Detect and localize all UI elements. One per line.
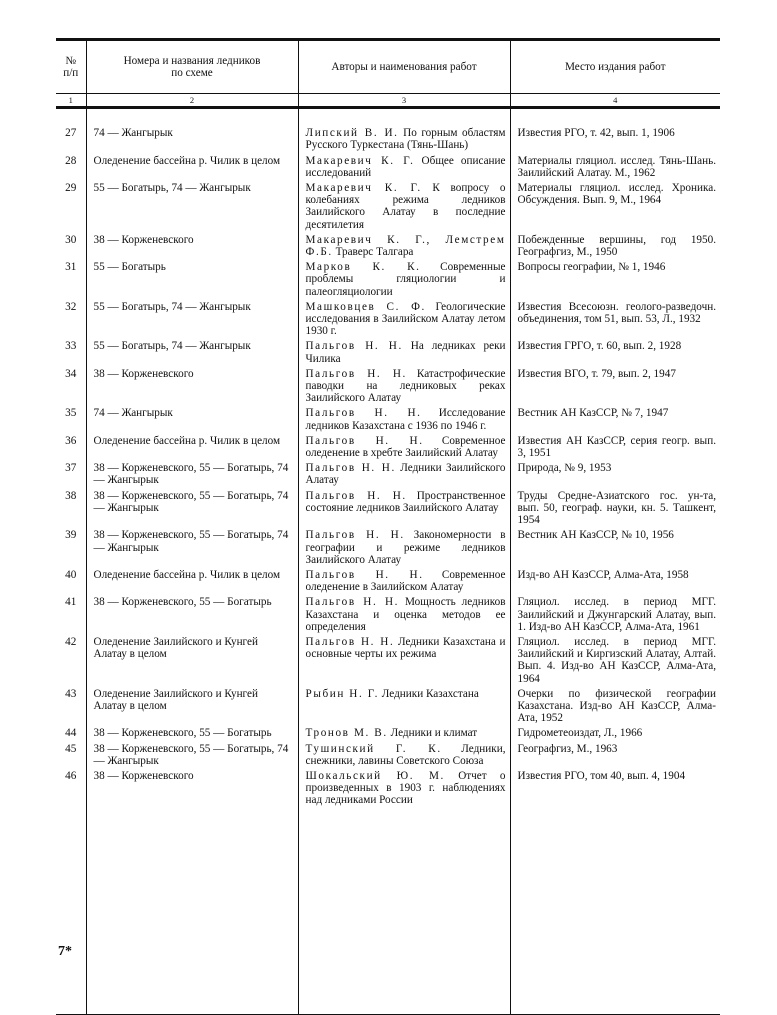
glacier-names: 55 — Богатырь, 74 — Жангырык bbox=[86, 340, 298, 367]
glacier-names: Оледенение бассейна р. Чилик в целом bbox=[86, 435, 298, 462]
work-title: Мощность ледников Казахстана и оценка методов ее определения bbox=[305, 596, 506, 633]
author-name: Марков К. К. bbox=[305, 261, 421, 274]
glacier-names: 38 — Корженевского, 55 — Богатырь, 74 — Жангырык bbox=[86, 490, 298, 530]
work-title: Ледники Казахстана и основные черты их режима bbox=[305, 635, 506, 661]
row-number: 43 bbox=[65, 687, 77, 700]
work-title: Катастрофические паводки на ледниковых реках Заилийского Алатау bbox=[305, 367, 506, 405]
author-name: Пальгов Н. Н. bbox=[305, 340, 403, 353]
work-title: Ледники Заилийского Алатау bbox=[305, 462, 506, 487]
publication-info: Гляциол. исслед. в период МГГ. Заилийский и Джунгарский Алатау, вып. 1. Изд-во АН КазССР, Алма-Ата, 1961 bbox=[510, 596, 720, 636]
row-number: 35 bbox=[65, 407, 77, 420]
glacier-names: 38 — Корженевского, 55 — Богатырь, 74 — Жангырык bbox=[86, 743, 298, 770]
header-row bbox=[56, 40, 720, 94]
glacier-names: Оледенение Заилийского и Кунгей Алатау в целом bbox=[86, 636, 298, 688]
page-number: 7* bbox=[58, 944, 72, 959]
table-row bbox=[56, 596, 720, 636]
author-name: Макаревич К. Г. bbox=[305, 182, 422, 195]
author-name: Пальгов Н. Н. bbox=[305, 462, 396, 475]
table-row bbox=[56, 770, 720, 810]
glacier-names: 38 — Корженевского bbox=[86, 368, 298, 408]
glacier-names: 38 — Корженевского bbox=[86, 770, 298, 810]
table-row bbox=[56, 727, 720, 742]
author-and-title bbox=[298, 462, 510, 489]
publication-info: Материалы гляциол. исслед. Хроника. Обсуждения. Вып. 9, М., 1964 bbox=[510, 182, 720, 234]
author-and-title bbox=[298, 727, 510, 742]
table-row bbox=[56, 127, 720, 154]
publication-info: Известия ВГО, т. 79, вып. 2, 1947 bbox=[510, 368, 720, 408]
author-and-title bbox=[298, 234, 510, 261]
publication-info: Гидрометеоиздат, Л., 1966 bbox=[510, 727, 720, 742]
table-row bbox=[56, 407, 720, 434]
author-name: Пальгов Н. Н. bbox=[305, 407, 422, 420]
author-and-title bbox=[298, 155, 510, 182]
publication-info: Гляциол. исслед. в период МГГ. Заилийский и Киргизский Алатау, Алтай. Вып. 4. Изд-во АН КазССР, Алма-Ата, 1964 bbox=[510, 636, 720, 688]
bibliography-table bbox=[56, 38, 720, 1015]
publication-info: Труды Средне-Азиатского гос. ун-та, вып. 50, географ. науки, кн. 5. Ташкент, 1954 bbox=[510, 490, 720, 530]
row-number: 38 bbox=[65, 489, 77, 502]
header-glacier: Номера и названия ледников по схеме bbox=[86, 40, 298, 94]
author-name: Рыбин Н. Г. bbox=[305, 687, 379, 700]
table-row bbox=[56, 368, 720, 408]
work-title: Общее описание исследований bbox=[305, 154, 506, 179]
column-number: 4 bbox=[510, 94, 720, 108]
glacier-names: 74 — Жангырык bbox=[86, 407, 298, 434]
row-number: 37 bbox=[65, 462, 77, 475]
author-name: Пальгов Н. Н. bbox=[305, 635, 395, 648]
glacier-names: 38 — Корженевского bbox=[86, 234, 298, 261]
glacier-names: 38 — Корженевского, 55 — Богатырь, 74 — Жангырык bbox=[86, 529, 298, 569]
publication-info: Известия РГО, том 40, вып. 4, 1904 bbox=[510, 770, 720, 810]
author-name: Машковцев С. Ф. bbox=[305, 300, 426, 313]
author-and-title bbox=[298, 127, 510, 154]
table-row bbox=[56, 688, 720, 728]
glacier-names: 38 — Корженевского, 55 — Богатырь bbox=[86, 596, 298, 636]
table-row bbox=[56, 569, 720, 596]
author-and-title bbox=[298, 596, 510, 636]
author-and-title bbox=[298, 301, 510, 341]
table-row bbox=[56, 462, 720, 489]
work-title: На ледниках реки Чилика bbox=[305, 340, 506, 365]
publication-info: Очерки по физической географии Казахстана. Изд-во АН КазССР, Алма-Ата, 1952 bbox=[510, 688, 720, 728]
publication-info: Известия РГО, т. 42, вып. 1, 1906 bbox=[510, 127, 720, 154]
author-and-title bbox=[298, 407, 510, 434]
publication-info: Вестник АН КазССР, № 7, 1947 bbox=[510, 407, 720, 434]
publication-info: Вестник АН КазССР, № 10, 1956 bbox=[510, 529, 720, 569]
author-name: Шокальский Ю. М. bbox=[305, 769, 445, 782]
author-and-title bbox=[298, 529, 510, 569]
publication-info: Природа, № 9, 1953 bbox=[510, 462, 720, 489]
work-title: Пространственное состояние ледников Заилийского Алатау bbox=[305, 489, 506, 514]
row-number: 27 bbox=[65, 127, 77, 140]
row-number: 31 bbox=[65, 261, 77, 274]
author-and-title bbox=[298, 636, 510, 688]
glacier-names: Оледенение бассейна р. Чилик в целом bbox=[86, 155, 298, 182]
author-name: Пальгов Н. Н. bbox=[305, 489, 407, 502]
row-number: 45 bbox=[65, 742, 77, 755]
author-name: Тушинский Г. К. bbox=[305, 742, 442, 755]
publication-info: Изд-во АН КазССР, Алма-Ата, 1958 bbox=[510, 569, 720, 596]
header-number: № п/п bbox=[63, 54, 79, 79]
glacier-names: 55 — Богатырь bbox=[86, 261, 298, 301]
work-title: Геологические исследования в Заилийском Алатау летом 1930 г. bbox=[305, 300, 506, 338]
table-row bbox=[56, 234, 720, 261]
header-publication: Место издания работ bbox=[510, 40, 720, 94]
work-title: Отчет о произведенных в 1903 г. наблюдениях над ледниками России bbox=[305, 769, 506, 807]
row-number: 41 bbox=[65, 596, 77, 609]
work-title: К вопросу о колебаниях режима ледников Заилийского Алатау в последние десятилетия bbox=[305, 182, 506, 231]
author-name: Макаревич К. Г. bbox=[305, 154, 415, 167]
author-name: Пальгов Н. Н. bbox=[305, 367, 407, 380]
work-title: Закономерности в географии и режиме ледников Заилийского Алатау bbox=[305, 529, 506, 566]
column-number-row bbox=[56, 94, 720, 108]
work-title: Ледники, снежники, лавины Советского Союза bbox=[305, 742, 506, 767]
publication-info: Побежденные вершины, год 1950. Географгиз, М., 1950 bbox=[510, 234, 720, 261]
row-number: 42 bbox=[65, 635, 77, 648]
glacier-names: 38 — Корженевского, 55 — Богатырь, 74 — Жангырык bbox=[86, 462, 298, 489]
table-row bbox=[56, 490, 720, 530]
glacier-names: Оледенение бассейна р. Чилик в целом bbox=[86, 569, 298, 596]
author-name: Пальгов Н. Н. bbox=[305, 529, 405, 542]
table-row bbox=[56, 155, 720, 182]
glacier-names: 55 — Богатырь, 74 — Жангырык bbox=[86, 182, 298, 234]
author-and-title bbox=[298, 770, 510, 810]
column-number: 3 bbox=[298, 94, 510, 108]
author-name: Пальгов Н. Н. bbox=[305, 434, 424, 447]
author-name: Пальгов Н. Н. bbox=[305, 596, 400, 609]
author-and-title bbox=[298, 340, 510, 367]
author-and-title bbox=[298, 743, 510, 770]
table-row bbox=[56, 261, 720, 301]
author-and-title bbox=[298, 368, 510, 408]
work-title: Современные проблемы гляциологии и палеогляциологии bbox=[305, 261, 506, 298]
work-title: Исследование ледников Казахстана с 1936 по 1946 г. bbox=[305, 407, 506, 432]
row-number: 46 bbox=[65, 769, 77, 782]
author-name: Тронов М. В. bbox=[305, 727, 388, 740]
row-number: 33 bbox=[65, 340, 77, 353]
row-number: 29 bbox=[65, 182, 77, 195]
row-number: 40 bbox=[65, 568, 77, 581]
publication-info: Известия Всесоюзн. геолого-разведочн. объединения, том 51, вып. 53, Л., 1932 bbox=[510, 301, 720, 341]
glacier-names: 38 — Корженевского, 55 — Богатырь bbox=[86, 727, 298, 742]
row-number: 32 bbox=[65, 300, 77, 313]
author-and-title bbox=[298, 490, 510, 530]
table-row bbox=[56, 529, 720, 569]
author-and-title bbox=[298, 569, 510, 596]
row-number: 36 bbox=[65, 434, 77, 447]
publication-info: Географгиз, М., 1963 bbox=[510, 743, 720, 770]
author-and-title bbox=[298, 435, 510, 462]
row-number: 39 bbox=[65, 529, 77, 542]
publication-info: Вопросы географии, № 1, 1946 bbox=[510, 261, 720, 301]
work-title: Современное оледенение в Заилийском Алатау bbox=[305, 568, 506, 594]
glacier-names: 55 — Богатырь, 74 — Жангырык bbox=[86, 301, 298, 341]
table-row bbox=[56, 743, 720, 770]
author-name: Макаревич К. Г., Лемстрем Ф.Б. bbox=[305, 233, 506, 259]
column-number: 2 bbox=[86, 94, 298, 108]
table-row bbox=[56, 340, 720, 367]
glacier-names: Оледенение Заилийского и Кунгей Алатау в целом bbox=[86, 688, 298, 728]
work-title: Траверс Талгара bbox=[335, 246, 414, 259]
publication-info: Известия АН КазССР, серия геогр. вып. 3, 1951 bbox=[510, 435, 720, 462]
author-and-title bbox=[298, 261, 510, 301]
work-title: По горным областям Русского Туркестана (Тянь-Шань) bbox=[305, 127, 506, 152]
publication-info: Известия ГРГО, т. 60, вып. 2, 1928 bbox=[510, 340, 720, 367]
row-number: 30 bbox=[65, 233, 77, 246]
glacier-names: 74 — Жангырык bbox=[86, 127, 298, 154]
table-row bbox=[56, 182, 720, 234]
header-authors: Авторы и наименования работ bbox=[298, 40, 510, 94]
table-row bbox=[56, 636, 720, 688]
author-and-title bbox=[298, 182, 510, 234]
author-name: Пальгов Н. Н. bbox=[305, 568, 424, 581]
work-title: Ледники и климат bbox=[390, 727, 478, 740]
row-number: 44 bbox=[65, 727, 77, 740]
table-row bbox=[56, 435, 720, 462]
work-title: Ледники Казахстана bbox=[381, 687, 479, 700]
work-title: Современное оледенение в хребте Заилийский Алатау bbox=[305, 434, 506, 460]
row-number: 28 bbox=[65, 154, 77, 167]
column-number: 1 bbox=[68, 95, 73, 105]
author-name: Липский В. И. bbox=[305, 127, 399, 140]
table-row bbox=[56, 301, 720, 341]
row-number: 34 bbox=[65, 367, 77, 380]
author-and-title bbox=[298, 688, 510, 728]
publication-info: Материалы гляциол. исслед. Тянь-Шань. Заилийский Алатау. М., 1962 bbox=[510, 155, 720, 182]
